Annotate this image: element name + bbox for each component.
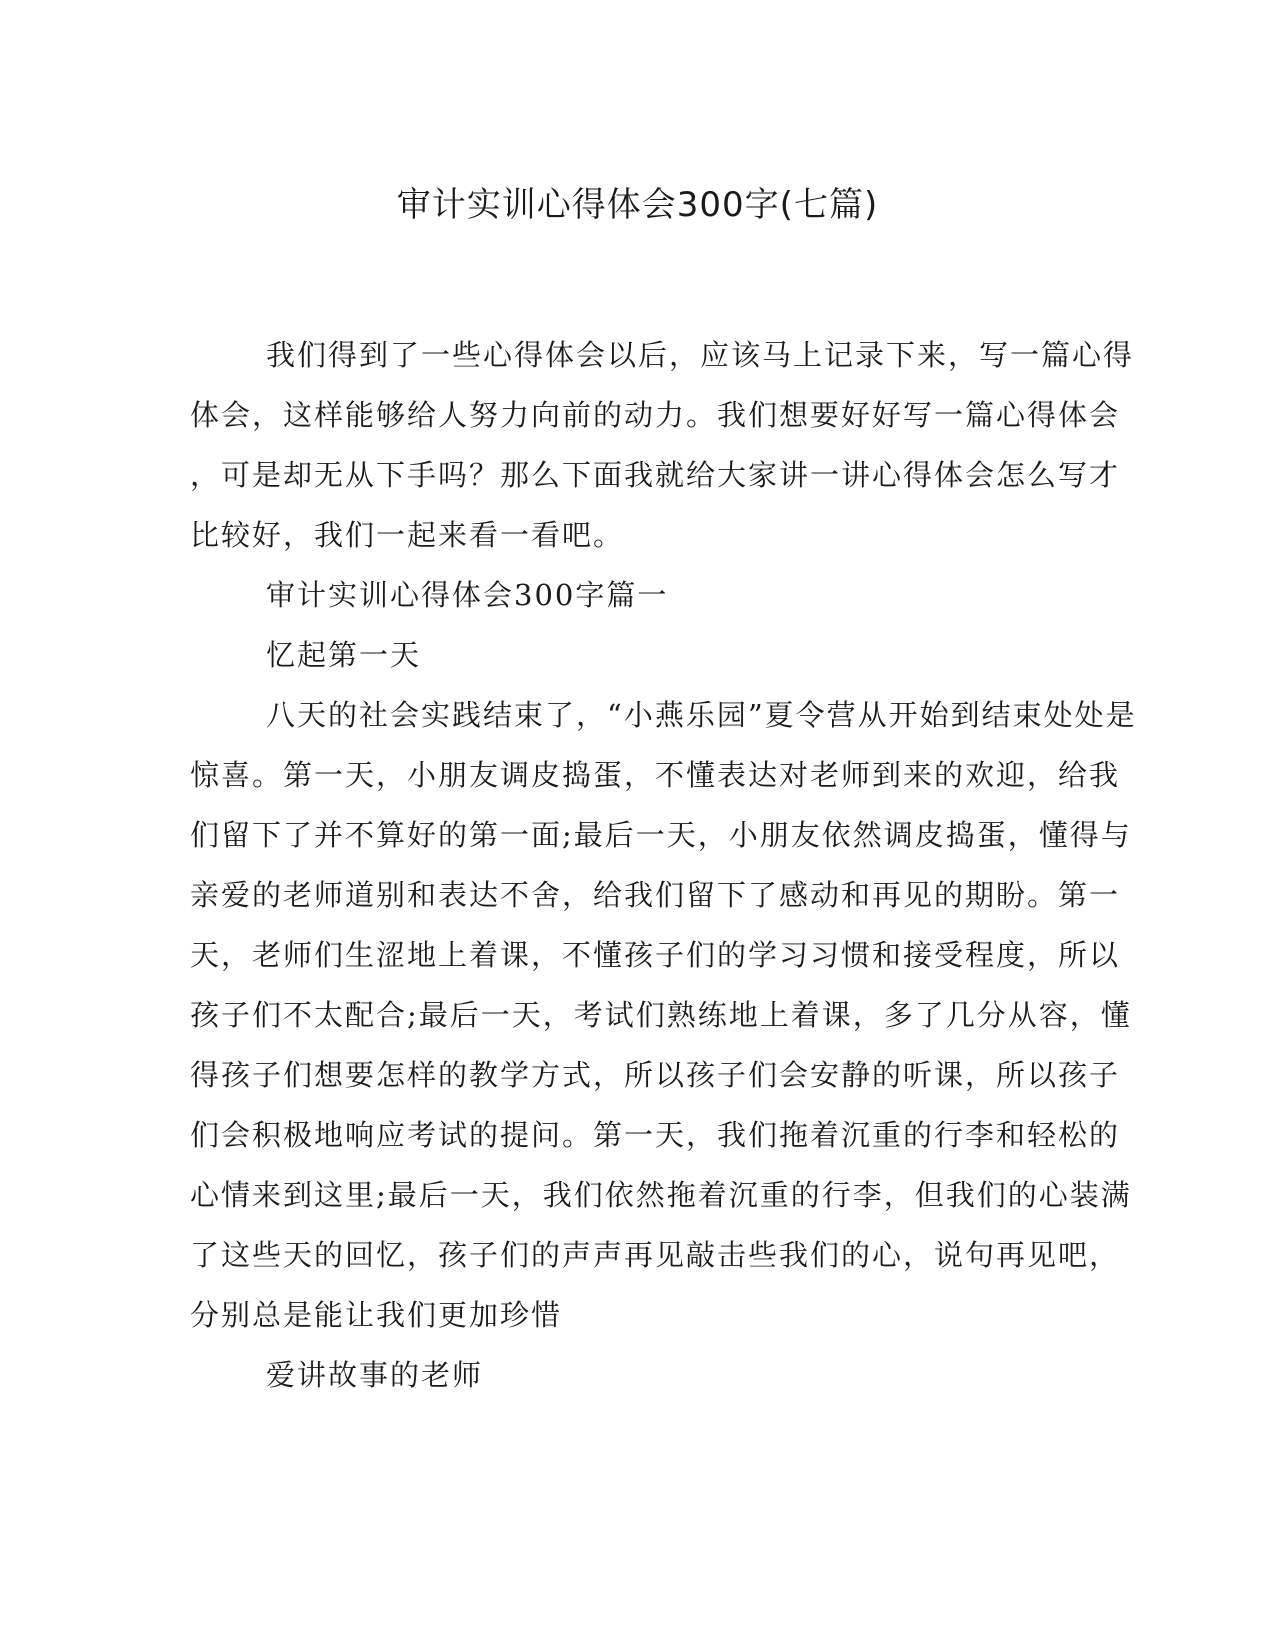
intro-line-3: ，可是却无从下手吗？那么下面我就给大家讲一讲心得体会怎么写才: [190, 458, 1121, 492]
paragraph-line-3: 们留下了并不算好的第一面;最后一天，小朋友依然调皮捣蛋，懂得与: [190, 818, 1132, 852]
paragraph-line-6: 孩子们不太配合;最后一天，考试们熟练地上着课，多了几分从容，懂: [190, 998, 1132, 1032]
document-body: [190, 325, 1137, 1405]
page-title: 审计实训心得体会300字(七篇): [396, 185, 879, 225]
paragraph-line-10: 了这些天的回忆，孩子们的声声再见敲击些我们的心，说句再见吧，: [190, 1238, 1121, 1272]
paragraph-line-2: 惊喜。第一天，小朋友调皮捣蛋，不懂表达对老师到来的欢迎，给我: [190, 758, 1121, 792]
intro-line-2: 体会，这样能够给人努力向前的动力。我们想要好好写一篇心得体会: [190, 398, 1121, 432]
paragraph-line-5: 天，老师们生涩地上着课，不懂孩子们的学习习惯和接受程度，所以: [190, 938, 1121, 972]
paragraph-line-1: 八天的社会实践结束了，“小燕乐园”夏令营从开始到结束处处是: [266, 698, 1137, 732]
subheading-storyteller: 爱讲故事的老师: [266, 1358, 484, 1392]
paragraph-line-11: 分别总是能让我们更加珍惜: [190, 1298, 563, 1332]
paragraph-line-8: 们会积极地响应考试的提问。第一天，我们拖着沉重的行李和轻松的: [190, 1118, 1121, 1152]
intro-line-1: 我们得到了一些心得体会以后，应该马上记录下来，写一篇心得: [266, 338, 1135, 372]
paragraph-line-4: 亲爱的老师道别和表达不舍，给我们留下了感动和再见的期盼。第一: [190, 878, 1121, 912]
paragraph-line-9: 心情来到这里;最后一天，我们依然拖着沉重的行李，但我们的心装满: [190, 1178, 1132, 1212]
section-heading: 审计实训心得体会300字篇一: [266, 578, 669, 612]
intro-line-4: 比较好，我们一起来看一看吧。: [190, 518, 625, 552]
subheading-first-day: 忆起第一天: [266, 638, 422, 672]
paragraph-line-7: 得孩子们想要怎样的教学方式，所以孩子们会安静的听课，所以孩子: [190, 1058, 1121, 1092]
